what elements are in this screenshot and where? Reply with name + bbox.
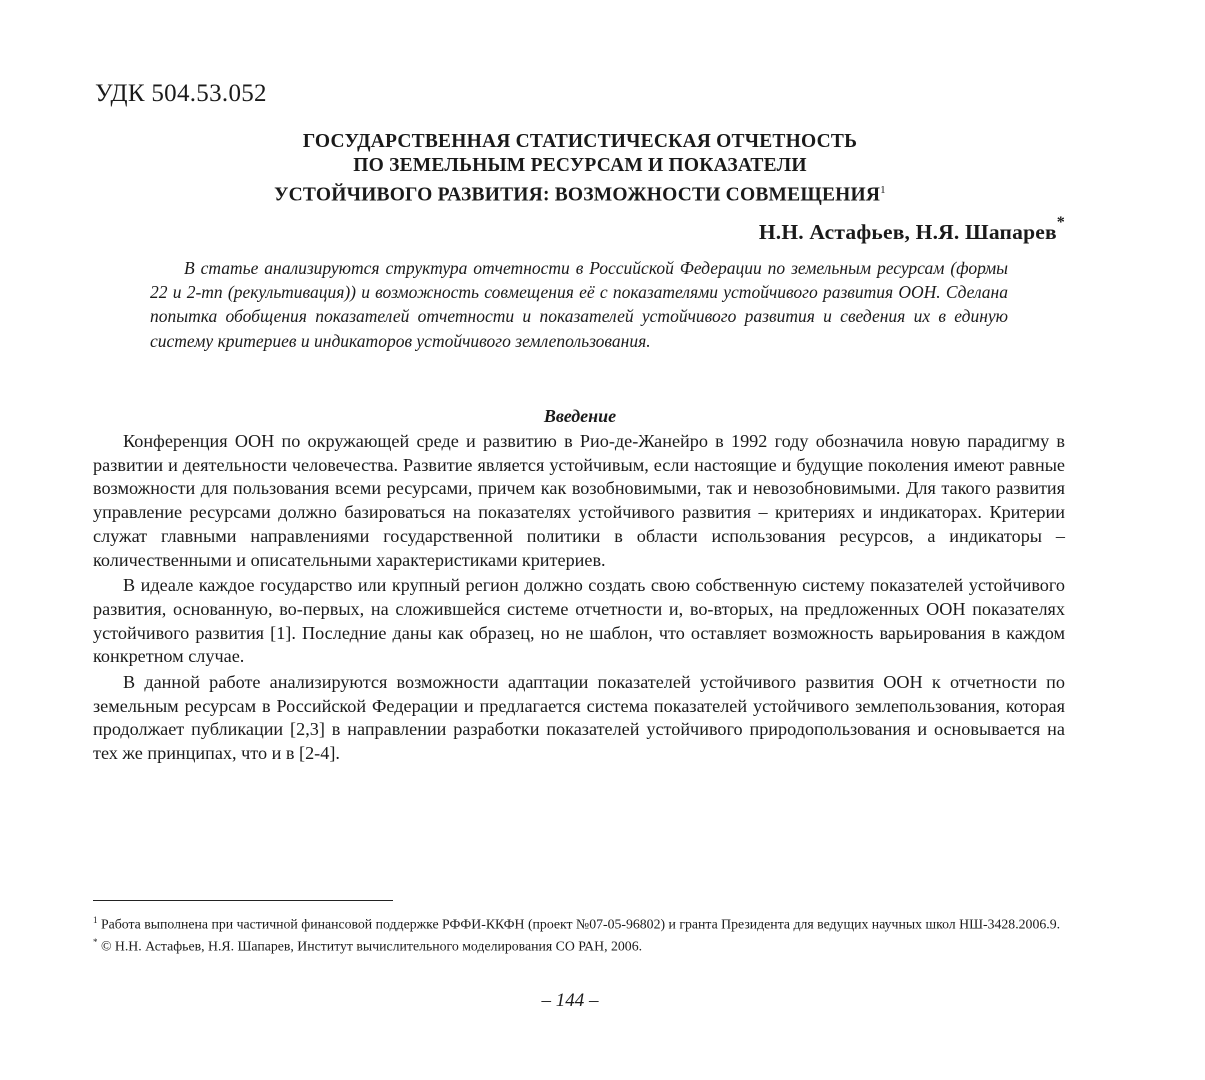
- footnote-text: Работа выполнена при частичной финансовой поддержке РФФИ-ККФН (проект №07-05-96802) и гранта Президента для ведущих научных школ НШ-3428.2006.9.: [97, 916, 1061, 932]
- footnote: [93, 912, 1065, 933]
- section-heading: Введение: [543, 406, 617, 426]
- title-footnote-mark: 1: [880, 184, 886, 196]
- body-paragraph: В идеале каждое государство или крупный регион должно создать свою собственную систему показателей устойчивого развития, основанную, во-первых, на сложившейся системе отчетности и, во-вторых, на предложенных ООН показателях устойчивого развития [1]. Последние даны как образец, но не шаблон, что оставляет возможность варьирования в каждом конкретном случае.: [93, 575, 1065, 667]
- title-line-1: ГОСУДАРСТВЕННАЯ СТАТИСТИЧЕСКАЯ ОТЧЕТНОСТЬ: [302, 131, 858, 152]
- footnote-mark: *: [93, 937, 98, 948]
- body-text: [93, 430, 1065, 768]
- author-names: Н.Н. Астафьев, Н.Я. Шапарев: [758, 220, 1057, 245]
- footnote-mark: 1: [93, 915, 98, 925]
- authors: [758, 214, 1065, 245]
- title-line-3-text: УСТОЙЧИВОГО РАЗВИТИЯ: ВОЗМОЖНОСТИ СОВМЕЩЕНИЯ: [274, 184, 881, 206]
- author-mark: *: [1056, 214, 1065, 231]
- footnote: [93, 934, 1065, 955]
- body-paragraph: В данной работе анализируются возможности адаптации показателей устойчивого развития ООН к отчетности по земельным ресурсам в Российской Федерации и предлагается система показателей устойчивого землепользования, которая продолжает публикации [2,3] в направлении разработки показателей устойчивого природопользования и основывается на тех же принципах, что и в [2-4].: [93, 672, 1065, 764]
- body-paragraph: Конференция ООН по окружающей среде и развитию в Рио-де-Жанейро в 1992 году обозначила новую парадигму в развитии и деятельности человечества. Развитие является устойчивым, если настоящие и будущие поколения имеют равные возможности для пользования всеми ресурсами, причем как возобновимыми, так и невозобновимыми. Для такого развития управление ресурсами должно базироваться на показателях устойчивого развития – критериях и индикаторах. Критерии служат главными направлениями государственной политики в области использования ресурсов, а индикаторы – количественными и описательными характеристиками критериев.: [93, 431, 1065, 570]
- footnotes: [93, 912, 1065, 956]
- title-line-2: ПО ЗЕМЕЛЬНЫМ РЕСУРСАМ И ПОКАЗАТЕЛИ: [353, 155, 807, 176]
- abstract: В статье анализируются структура отчетности в Российской Федерации по земельным ресурсам (формы 22 и 2-тп (рекультивация)) и возможность совмещения её с показателями устойчивого развития ООН. Сделана попытка обобщения показателей отчетности и показателей устойчивого развития и сведения их в единую систему критериев и индикаторов устойчивого землепользования.: [150, 258, 1008, 351]
- footnote-text: © Н.Н. Астафьев, Н.Я. Шапарев, Институт вычислительного моделирования СО РАН, 2006.: [97, 938, 643, 954]
- article-title: [180, 130, 980, 208]
- footnote-divider: [93, 900, 393, 901]
- udk-code: УДК 504.53.052: [95, 80, 267, 107]
- page-number: – 144 –: [541, 990, 599, 1011]
- title-line-3: [180, 178, 980, 208]
